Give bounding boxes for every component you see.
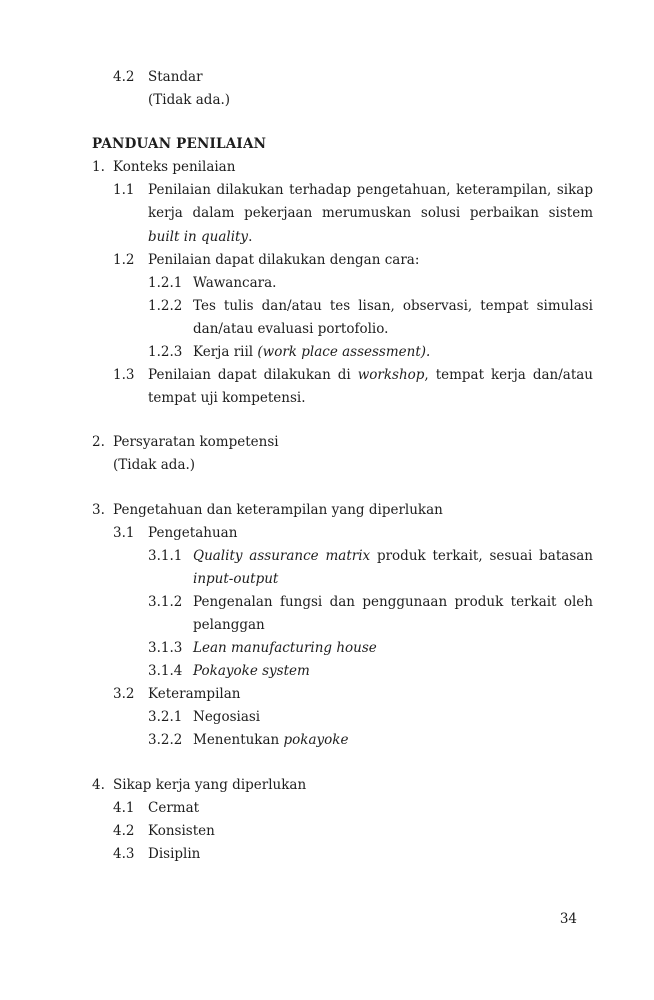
item-text (193, 706, 593, 729)
item-text (193, 341, 593, 364)
item-text (193, 660, 593, 683)
list-item (92, 341, 593, 364)
item-number: 3.1.3 (148, 640, 183, 657)
item-text (113, 774, 593, 797)
list-item (92, 591, 593, 637)
item-number: 4.2 (113, 822, 135, 839)
text-run: Penilaian dilakukan terhadap pengetahuan, keterampilan, sikap kerja dalam pekerjaan merumuskan solusi perbaikan sistem (148, 182, 593, 222)
text-run: Disiplin (148, 845, 201, 862)
list-item (92, 706, 593, 729)
paragraph-spacer (92, 112, 593, 133)
text-run: Keterampilan (148, 686, 241, 703)
list-item (92, 774, 593, 797)
list-item (92, 637, 593, 660)
list-continuation (92, 89, 593, 112)
item-number: 4.2 (113, 69, 135, 85)
item-number: 1.2 (113, 251, 135, 268)
italic-text-run: workshop (357, 367, 425, 384)
text-run: Negosiasi (193, 709, 261, 726)
item-text (148, 66, 593, 89)
text-run: Pengetahuan dan keterampilan yang diperlukan (113, 501, 443, 518)
text-run: Kerja riil (193, 344, 258, 361)
list-item (92, 545, 593, 591)
item-text (193, 591, 593, 637)
item-text (148, 249, 593, 272)
item-text (193, 729, 593, 752)
text-run: Persyaratan kompetensi (113, 434, 279, 451)
item-text (148, 843, 593, 866)
list-item (92, 683, 593, 706)
text-run: Pengenalan fungsi dan penggunaan produk terkait oleh pelanggan (193, 593, 593, 633)
paragraph-spacer (92, 410, 593, 431)
text-run: Tes tulis dan/atau tes lisan, observasi, tempat simulasi dan/atau evaluasi portofolio. (193, 297, 593, 337)
list-item (92, 843, 593, 866)
item-text (113, 431, 593, 454)
item-number: 3.1.1 (148, 547, 183, 564)
text-run: Wawancara. (193, 274, 277, 291)
item-number: 3.1 (113, 524, 135, 541)
document-content (92, 66, 593, 866)
item-text (193, 545, 593, 591)
item-text (148, 820, 593, 843)
list-item (92, 729, 593, 752)
list-item (92, 797, 593, 820)
italic-text-run: built in quality (148, 228, 249, 245)
item-text (148, 797, 593, 820)
list-item (92, 431, 593, 454)
item-text (148, 522, 593, 545)
italic-text-run: Lean manufacturing house (193, 640, 377, 657)
item-number: 1. (92, 159, 105, 176)
text-run: , tempat kerja dan/atau tempat uji kompetensi. (148, 367, 593, 407)
item-text (148, 683, 593, 706)
text-run: Penilaian dapat dilakukan dengan cara: (148, 251, 420, 268)
text-run: Konsisten (148, 822, 215, 839)
text-run: (Tidak ada.) (113, 457, 196, 474)
section-heading (92, 133, 593, 156)
italic-text-run: Quality assurance matrix (193, 547, 371, 564)
item-number: 1.2.3 (148, 344, 183, 361)
item-text (148, 89, 593, 112)
item-text (193, 295, 593, 341)
list-item (92, 249, 593, 272)
list-item (92, 66, 593, 89)
text-run: Menentukan (193, 732, 284, 749)
text-run: Cermat (148, 799, 200, 816)
italic-text-run: (work place assessment). (257, 344, 431, 361)
page-number: 34 (559, 911, 577, 927)
text-run: Sikap kerja yang diperlukan (113, 776, 307, 793)
item-number: 1.3 (113, 367, 135, 384)
item-number: 3. (92, 501, 105, 518)
item-text (193, 272, 593, 295)
item-number: 3.2.1 (148, 709, 183, 726)
list-item (92, 660, 593, 683)
text-run: PANDUAN PENILAIAN (92, 136, 267, 153)
text-run: (Tidak ada.) (148, 92, 231, 109)
text-run: Pengetahuan (148, 524, 238, 541)
text-run: produk terkait, sesuai batasan (370, 547, 594, 564)
list-item (92, 272, 593, 295)
list-item (92, 820, 593, 843)
item-number: 3.1.4 (148, 663, 183, 680)
text-run: Standar (148, 69, 203, 85)
list-continuation (92, 454, 593, 477)
italic-text-run: Pokayoke system (193, 663, 310, 680)
paragraph-spacer (92, 753, 593, 774)
list-item (92, 295, 593, 341)
item-number: 1.2.1 (148, 274, 183, 291)
list-item (92, 156, 593, 179)
item-number: 1.1 (113, 182, 135, 199)
item-number: 1.2.2 (148, 297, 183, 314)
item-text (193, 637, 593, 660)
list-item (92, 522, 593, 545)
list-item (92, 364, 593, 410)
item-text (113, 156, 593, 179)
list-item (92, 179, 593, 248)
item-text (113, 454, 593, 477)
item-text (113, 499, 593, 522)
item-text (148, 364, 593, 410)
paragraph-spacer (92, 478, 593, 499)
item-number: 2. (92, 434, 105, 451)
italic-text-run: pokayoke (283, 732, 349, 749)
item-number: 4. (92, 776, 105, 793)
text-run: Penilaian dapat dilakukan di (148, 367, 358, 384)
text-run: . (248, 228, 253, 245)
list-item (92, 499, 593, 522)
item-number: 3.2.2 (148, 732, 183, 749)
item-text (148, 179, 593, 248)
text-run: Konteks penilaian (113, 159, 236, 176)
item-number: 3.1.2 (148, 593, 183, 610)
item-number: 4.1 (113, 799, 135, 816)
italic-text-run: input-output (193, 570, 279, 587)
item-number: 4.3 (113, 845, 135, 862)
item-number: 3.2 (113, 686, 135, 703)
